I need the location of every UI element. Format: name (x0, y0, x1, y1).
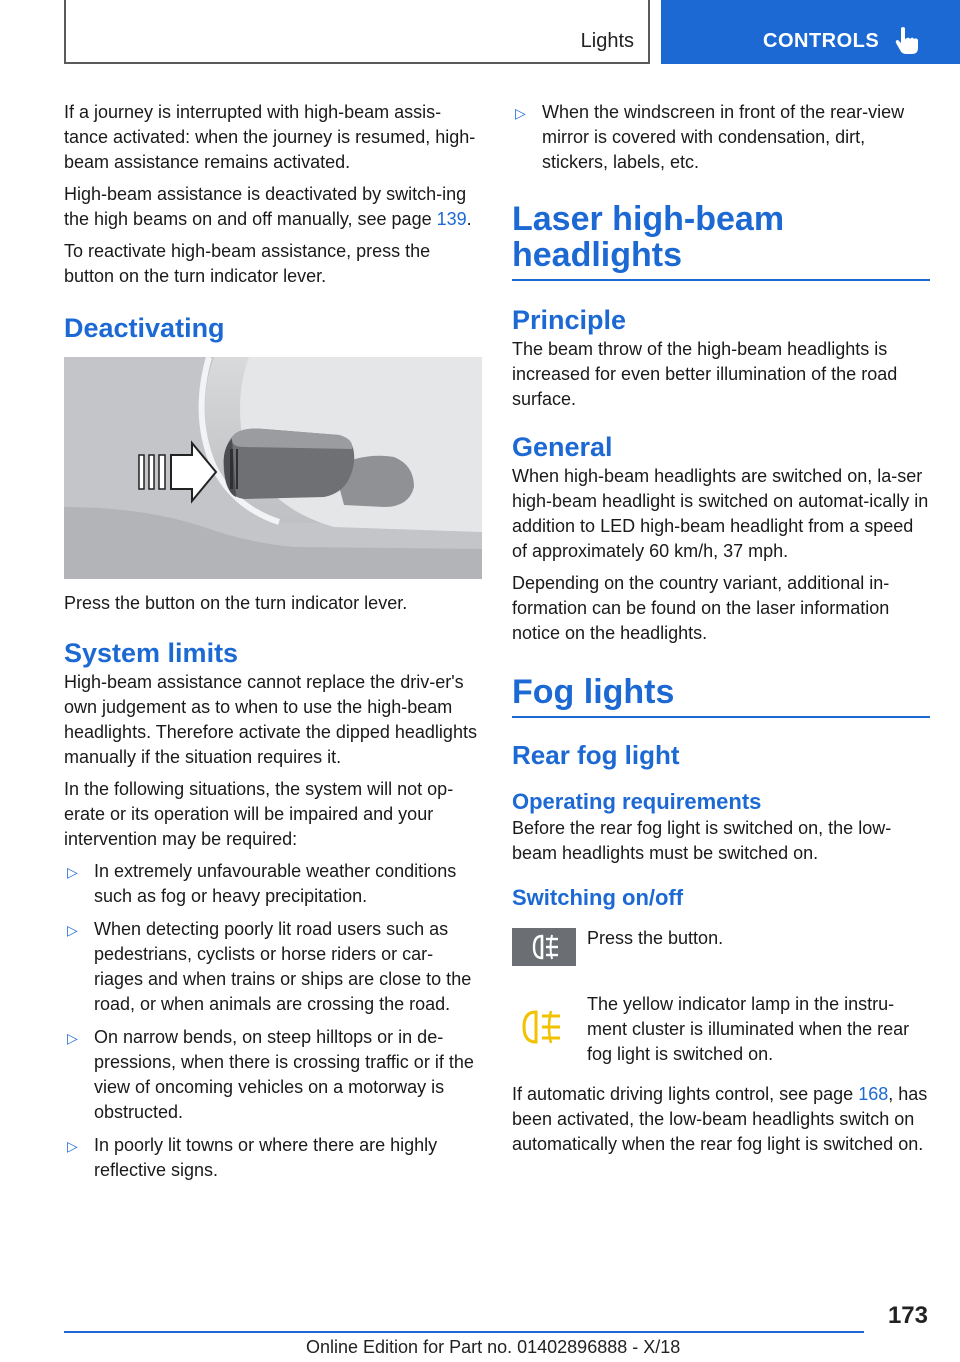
left-column (64, 100, 482, 1191)
list-item: ▷ When the windscreen in front of the rear-view mirror is covered with condensation, dirt, stickers, labels, etc. (515, 102, 905, 172)
pointing-hand-icon (895, 26, 921, 56)
header-chapter-title: CONTROLS (763, 30, 880, 52)
paragraph: Depending on the country variant, additional in-formation can be found on the laser information notice on the headlights. (512, 573, 890, 643)
footer-divider (64, 1331, 864, 1333)
bullet-triangle-icon: ▷ (67, 922, 78, 938)
list-item: ▷ In extremely unfavourable weather conditions such as fog or heavy precipitation. (67, 861, 457, 906)
footer-edition-text: Online Edition for Part no. 01402896888 - X/18 (306, 1337, 681, 1357)
heading-principle: Principle (512, 305, 627, 335)
heading-switching-on-off: Switching on/off (512, 885, 684, 910)
situation-list (64, 859, 482, 1183)
header-section-title: Lights (580, 30, 634, 52)
paragraph: When high-beam headlights are switched on, la-ser high-beam headlight is switched on automat-ically in addition to LED high-beam headlight from a speed of approximately 60 km/h, 37 mph. (512, 466, 929, 561)
list-item: ▷ In poorly lit towns or where there are highly reflective signs. (67, 1135, 438, 1180)
page-reference-link[interactable]: 139 (436, 209, 467, 229)
heading-rear-fog-light: Rear fog light (512, 740, 680, 770)
paragraph: High-beam assistance is deactivated by switch-ing the high beams on and off manually, see page 139. (64, 184, 472, 229)
paragraph: High-beam assistance cannot replace the driv-er's own judgement as to when to use the high-beam headlights. Therefore activate the dipped headlights manually if the situation requires it. (64, 672, 477, 767)
heading-general: General (512, 432, 613, 462)
heading-system-limits: System limits (64, 638, 239, 668)
paragraph: Press the button. (587, 928, 724, 948)
header-section-tab (64, 0, 650, 64)
bullet-triangle-icon: ▷ (515, 105, 526, 121)
indicator-lamp-row (512, 992, 930, 1072)
list-item: ▷ When detecting poorly lit road users such as pedestrians, cyclists or horse riders or car-riages and when trains or ships are close to the road, or when animals are crossing the road. (67, 919, 472, 1014)
page-reference-link[interactable]: 168 (858, 1084, 889, 1104)
fog-button-row (512, 926, 930, 986)
paragraph: If automatic driving lights control, see page 168, has been activated, the low-beam headlights switch on automatically when the rear fog light is switched on. (512, 1084, 928, 1154)
page-number: 173 (887, 1302, 928, 1329)
paragraph: The beam throw of the high-beam headlights is increased for even better illumination of the road surface. (512, 339, 898, 409)
header-chapter-tab (661, 0, 960, 64)
paragraph: In the following situations, the system will not op-erate or its operation will be impaired and your intervention may be required: (64, 779, 454, 849)
heading-deactivating: Deactivating (64, 313, 225, 343)
paragraph: The yellow indicator lamp in the instru-ment cluster is illuminated when the rear fog light is switched on. (587, 994, 910, 1064)
rear-fog-light-button-icon (512, 926, 576, 968)
situation-list-continued (512, 100, 930, 175)
bullet-triangle-icon: ▷ (67, 864, 78, 880)
paragraph: If a journey is interrupted with high-beam assis-tance activated: when the journey is resumed, high-beam assistance remains activated. (64, 102, 476, 172)
heading-fog-lights: Fog lights (512, 674, 930, 718)
bullet-triangle-icon: ▷ (67, 1138, 78, 1154)
paragraph: Before the rear fog light is switched on, the low-beam headlights must be switched on. (512, 818, 892, 863)
heading-operating-requirements: Operating requirements (512, 789, 762, 814)
lever-drawing (64, 357, 482, 579)
turn-indicator-lever-illustration (64, 357, 482, 579)
list-item: ▷ On narrow bends, on steep hilltops or in de-pressions, when there is crossing traffic or if the view of oncoming vehicles on a motorway is obstructed. (67, 1027, 474, 1122)
right-column (512, 100, 930, 1164)
figure-caption: Press the button on the turn indicator lever. (64, 593, 408, 613)
rear-fog-indicator-lamp-icon (512, 1006, 576, 1048)
heading-laser-high-beam: Laser high-beam headlights (512, 201, 930, 281)
paragraph: To reactivate high-beam assistance, press the button on the turn indicator lever. (64, 241, 431, 286)
bullet-triangle-icon: ▷ (67, 1030, 78, 1046)
